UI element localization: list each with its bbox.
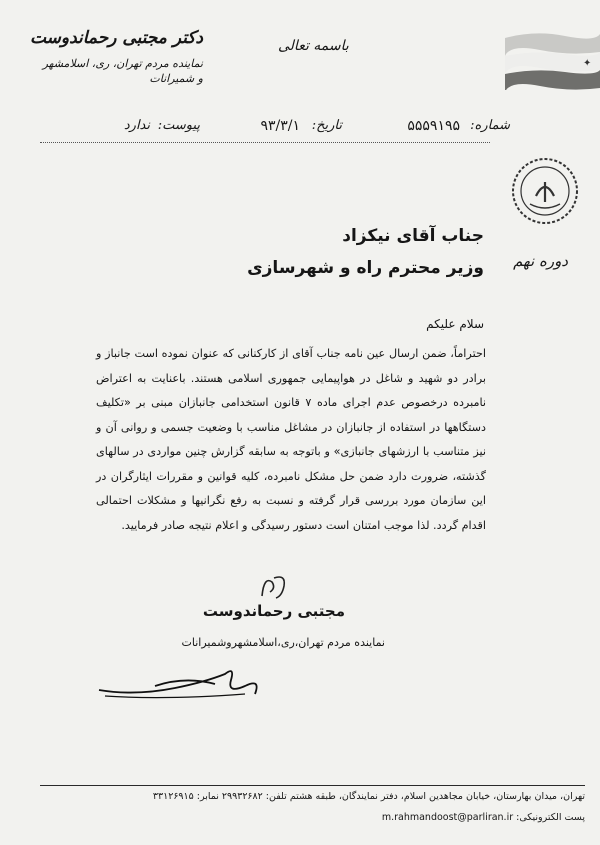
sender-title [28,56,203,86]
footer-email-row [382,812,585,823]
date-label: تاریخ: [311,118,342,133]
meta-divider [40,142,490,143]
recipient-name: جناب آقای نیکزاد [342,226,484,246]
sender-title-line: و شمیرانات [149,72,203,85]
sender-name: دکتر مجتبی رحماندوست [29,28,203,48]
signatory-name: مجتبی رحماندوست [202,602,345,620]
handwritten-signature [95,660,275,704]
term-label: دوره نهم [513,252,568,270]
attachment-label: پیوست: [157,118,200,133]
parliament-seal-icon [510,156,580,226]
number-label: شماره: [470,118,510,133]
letter-body [96,342,486,538]
body-paragraph: احتراماً، ضمن ارسال عین نامه جناب آقای از کارکنانی که عنوان نموده است جانباز و برادر دو شهید و شاغل در هواپیمایی جمهوری اسلامی هستند. باعنایت به اعتراض نامبرده درخصوص عدم اجرای ماده ۷ قانون استخدامی جانبازان مبنی بر «تکلیف دستگاهها در استفاده از جانبازان در مشاغل مناسب با وضعیت جسمی و روانی آن و نیز متناسب با ارزشهای جانبازی» و باتوجه به سابقه گزارش چنین مواردی در سالهای گذشته، ضرورت دارد ضمن حل مشکل نامبرده، کلیه قوانین و مقررات ایثارگران در این سازمان مورد بررسی قرار گرفته و نسبت به رفع نگرانیها و مشکلات احتمالی اقدام گردد. لذا موجب امتنان است دستور رسیدگی و اعلام نتیجه صادر فرمایید. [96,347,486,532]
greeting: سلام علیکم [426,317,484,331]
date-value: ۹۳/۳/۱ [260,118,300,134]
letter-meta-row [40,118,510,140]
footer-divider [40,785,585,786]
signatory-title: نماینده مردم تهران،ری،اسلامشهروشمیرانات [181,636,385,649]
number-value: ۵۵۵۹۱۹۵ [407,118,460,134]
initials-mark [256,572,292,602]
recipient-title: وزیر محترم راه و شهرسازی [247,258,484,278]
flag-emblem [505,28,600,90]
sender-title-line: نماینده مردم تهران، ری، اسلامشهر [42,57,203,70]
invocation: باسمه تعالی [278,38,349,54]
svg-text:✦: ✦ [583,58,592,69]
attachment-value: ندارد [123,118,150,133]
footer-address: تهران، میدان بهارستان، خیابان مجاهدین اسلام، دفتر نمایندگان، طبقه هشتم تلفن: ۲۹۹۳۲۶۸۲ نمابر: ۳۳۱۲۶۹۱۵ [152,791,585,802]
email-address: m.rahmandoost@parliran.ir [381,812,514,823]
email-label: پست الکترونیکی: [516,812,585,823]
